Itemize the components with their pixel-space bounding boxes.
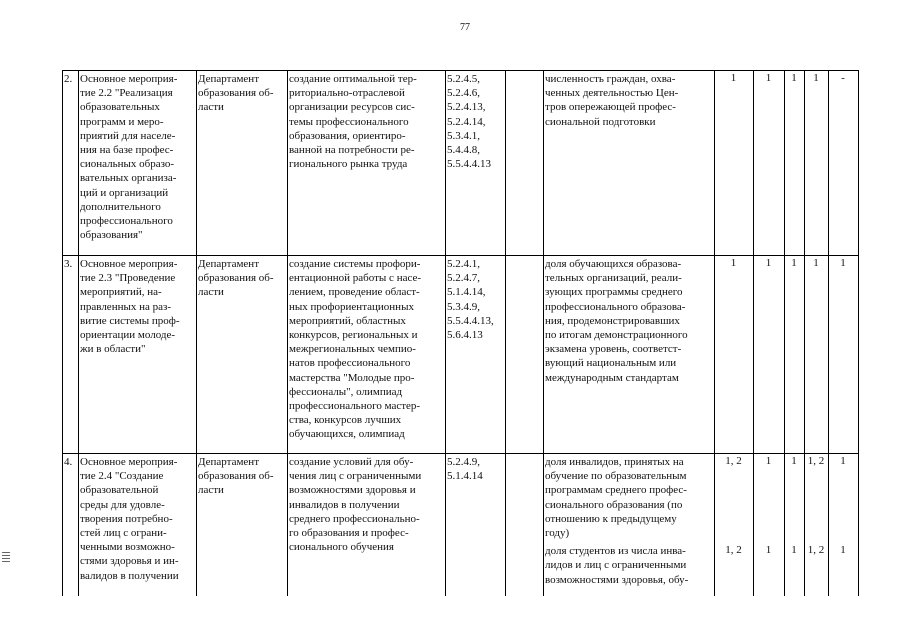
column-border	[287, 70, 288, 596]
event-content-line: обучающихся, олимпиад	[289, 428, 405, 441]
indicator-value: 1	[813, 257, 819, 269]
margin-marks	[2, 550, 10, 590]
indicator-name-line: ния, продемонстрировавших	[545, 314, 680, 327]
program-codes-line: 5.2.4.5,	[447, 73, 480, 85]
program-codes-line: 5.1.4.14,	[447, 286, 486, 299]
event-content-line: ных профориентационных	[289, 300, 414, 313]
event-name-line: тие 2.4 "Создание	[80, 470, 164, 483]
program-codes-line: 5.2.4.6,	[447, 87, 480, 100]
event-name-line: витие системы проф-	[80, 314, 180, 327]
indicator-value: -	[841, 72, 845, 84]
event-name-line: стей лиц с ограни-	[80, 527, 167, 540]
indicator-value: 1	[791, 544, 797, 557]
event-content-line: ства, конкурсов лучших	[289, 414, 402, 427]
program-codes-line: 5.2.4.1,	[447, 258, 480, 270]
indicator-name-line: доля инвалидов, принятых на	[545, 456, 684, 468]
event-content-line: ванной на потребности ре-	[289, 144, 415, 157]
event-content-line: фессионалы", олимпиад	[289, 385, 403, 398]
event-name-line: ченными возможно-	[80, 541, 175, 554]
event-name-line: приятий для населе-	[80, 129, 176, 142]
event-content-line: мастерства "Молодые про-	[289, 371, 415, 384]
event-content	[289, 257, 445, 442]
column-border	[543, 70, 544, 596]
indicator-name-line: тельных организаций, реали-	[545, 272, 682, 285]
event-name-line: ориентации молоде-	[80, 329, 176, 342]
indicator-name-line: возможностями здоровья, обу-	[545, 573, 689, 586]
event-name-line: ния на базе профес-	[80, 144, 174, 157]
event-content-line: профессионального мастер-	[289, 400, 421, 413]
indicator-value: 1, 2	[807, 544, 825, 557]
executor	[198, 257, 287, 300]
event-name-line: тие 2.2 "Реализация	[80, 87, 173, 100]
indicator-value: 1	[730, 72, 737, 84]
row-number: 2.	[64, 73, 73, 85]
row-number: 3.	[64, 258, 73, 270]
indicator-value: 1, 2	[807, 455, 825, 467]
event-name-line: Основное мероприя-	[80, 456, 178, 468]
row-border	[62, 255, 859, 256]
row-border	[62, 70, 859, 71]
indicator-value: 1	[791, 257, 797, 269]
event-name	[80, 455, 196, 583]
executor	[198, 72, 287, 115]
program-table	[62, 70, 859, 596]
program-codes	[447, 72, 505, 171]
event-content-line: создание системы профори-	[289, 258, 421, 270]
program-codes-line: 5.3.4.9,	[447, 300, 480, 313]
indicator-value: 1	[765, 544, 772, 557]
event-name-line: среды для удовле-	[80, 498, 165, 511]
event-name-line: образовательных	[80, 101, 160, 114]
program-codes-line: 5.2.4.7,	[447, 272, 480, 285]
executor	[198, 455, 287, 498]
indicator-value: 1	[765, 257, 772, 269]
indicator-value: 1, 2	[725, 544, 742, 557]
page-number: 77	[460, 22, 470, 33]
event-name-line: стями здоровья и ин-	[80, 555, 179, 568]
indicator-value: 1	[840, 257, 846, 269]
column-border	[714, 70, 715, 596]
event-name	[80, 72, 196, 242]
indicator-name-line: международным стандартам	[545, 371, 679, 384]
indicator-value: 1	[813, 72, 819, 84]
event-content-line: создание условий для обу-	[289, 456, 414, 468]
event-name-line: жи в области"	[80, 343, 146, 356]
indicator-name-line: доля обучающихся образова-	[545, 258, 682, 270]
indicator-name-line: отношению к предыдущему	[545, 512, 677, 525]
column-border	[78, 70, 79, 596]
event-content-line: ентационной работы с насе-	[289, 272, 422, 285]
executor-line: Департамент	[198, 456, 260, 468]
indicator-name-line: программам среднего профес-	[545, 484, 687, 497]
executor-line: образования об-	[198, 87, 274, 100]
indicator-value: 1	[840, 455, 846, 467]
column-border	[445, 70, 446, 596]
indicator-name-line: ченных деятельностью Цен-	[545, 87, 679, 100]
event-name-line: профессионального	[80, 215, 173, 228]
event-content-line: возможностями здоровья и	[289, 484, 416, 497]
program-codes-line: 5.5.4.4.13	[447, 158, 491, 171]
indicator-value: 1	[791, 72, 797, 84]
executor-line: Департамент	[198, 73, 260, 85]
event-name-line: сиональных образо-	[80, 158, 175, 171]
event-content-line: риториально-отраслевой	[289, 87, 405, 100]
event-name-line: Основное мероприя-	[80, 258, 178, 270]
column-border	[828, 70, 829, 596]
event-content-line: сионального обучения	[289, 541, 394, 554]
indicator-name-line: сионального образования (по	[545, 498, 683, 511]
event-content-line: го образования и профес-	[289, 527, 409, 540]
column-border	[804, 70, 805, 596]
event-content-line: инвалидов в получении	[289, 498, 400, 511]
event-content-line: образования, ориентиро-	[289, 129, 406, 142]
indicator-name-line: по итогам демонстрационного	[545, 329, 688, 342]
event-name-line: правленных на раз-	[80, 300, 172, 313]
indicator-name-line: вующий национальным или	[545, 357, 677, 370]
program-codes-line: 5.3.4.1,	[447, 129, 480, 142]
event-content-line: чения лиц с ограниченными	[289, 470, 422, 483]
indicator-name	[545, 544, 714, 587]
event-name	[80, 257, 196, 356]
indicator-value: 1	[765, 455, 772, 467]
event-name-line: валидов в получении	[80, 569, 179, 582]
program-codes-line: 5.6.4.13	[447, 329, 483, 342]
executor-line: образования об-	[198, 272, 274, 285]
event-content	[289, 455, 445, 554]
indicator-name	[545, 72, 714, 129]
program-codes-line: 5.2.4.13,	[447, 101, 486, 114]
column-border	[784, 70, 785, 596]
indicator-value: 1, 2	[725, 455, 742, 467]
program-codes-line: 5.1.4.14	[447, 470, 483, 483]
event-name-line: творения потребно-	[80, 512, 173, 525]
indicator-name-line: экзамена уровень, соответст-	[545, 343, 682, 356]
event-content-line: гионального рынка труда	[289, 158, 408, 171]
program-codes-line: 5.2.4.9,	[447, 456, 480, 468]
program-codes	[447, 257, 505, 342]
indicator-name-line: тров опережающей профес-	[545, 101, 676, 114]
executor-line: ласти	[198, 286, 224, 299]
indicator-name-line: году)	[545, 527, 570, 540]
program-codes-line: 5.4.4.8,	[447, 144, 480, 157]
executor-line: ласти	[198, 101, 224, 114]
event-content-line: создание оптимальной тер-	[289, 73, 417, 85]
indicator-value: 1	[765, 72, 772, 84]
row-number: 4.	[64, 456, 73, 468]
row-border	[62, 453, 859, 454]
event-name-line: мероприятий, на-	[80, 286, 162, 299]
event-content-line: лением, проведение област-	[289, 286, 420, 299]
event-content-line: натов профессионального	[289, 357, 411, 370]
executor-line: ласти	[198, 484, 224, 497]
column-border	[62, 70, 63, 596]
event-name-line: вательных организа-	[80, 172, 177, 185]
program-codes-line: 5.5.4.4.13,	[447, 314, 494, 327]
indicator-name-line: профессионального образова-	[545, 300, 686, 313]
event-name-line: программ и меро-	[80, 115, 164, 128]
column-border	[196, 70, 197, 596]
executor-line: образования об-	[198, 470, 274, 483]
event-name-line: образования"	[80, 229, 143, 242]
event-content-line: среднего профессионально-	[289, 512, 420, 525]
column-border	[858, 70, 859, 596]
indicator-name	[545, 257, 714, 385]
event-content-line: темы профессионального	[289, 115, 409, 128]
event-name-line: ций и организаций	[80, 186, 169, 199]
indicator-name-line: обучение по образовательным	[545, 470, 687, 483]
indicator-value: 1	[840, 544, 846, 557]
event-name-line: образовательной	[80, 484, 159, 497]
indicator-name-line: сиональной подготовки	[545, 115, 656, 128]
indicator-name-line: численность граждан, охва-	[545, 73, 676, 85]
indicator-value: 1	[730, 257, 737, 269]
event-name-line: Основное мероприя-	[80, 73, 178, 85]
event-name-line: дополнительного	[80, 200, 161, 213]
program-codes	[447, 455, 505, 483]
column-border	[753, 70, 754, 596]
indicator-name	[545, 455, 714, 540]
column-border	[505, 70, 506, 596]
indicator-name-line: доля студентов из числа инва-	[545, 545, 686, 558]
event-content-line: организации ресурсов сис-	[289, 101, 415, 114]
executor-line: Департамент	[198, 258, 260, 270]
indicator-name-line: лидов и лиц с ограниченными	[545, 559, 687, 572]
event-content-line: конкурсов, региональных и	[289, 329, 418, 342]
event-content-line: мероприятий, областных	[289, 314, 406, 327]
indicator-name-line: зующих программы среднего	[545, 286, 683, 299]
program-codes-line: 5.2.4.14,	[447, 115, 486, 128]
event-content-line: межрегиональных чемпио-	[289, 343, 416, 356]
event-content	[289, 72, 445, 171]
indicator-value: 1	[791, 455, 797, 467]
event-name-line: тие 2.3 "Проведение	[80, 272, 176, 285]
